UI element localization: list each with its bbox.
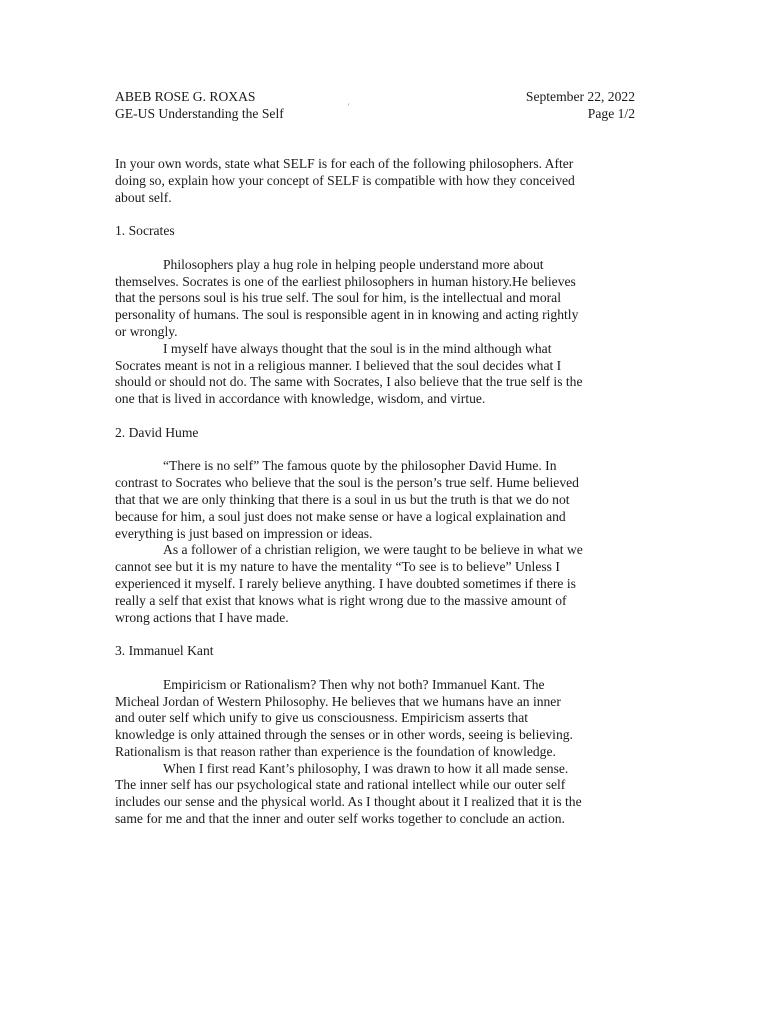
text-line: cannot see but it is my nature to have the mentality “To see is to believe” Unless I [115, 559, 560, 575]
header-row-2 [115, 106, 635, 123]
section-heading-kant: 3. Immanuel Kant [115, 643, 214, 659]
text-line: same for me and that the inner and outer self works together to conclude an action. [115, 811, 565, 827]
section-heading-hume: 2. David Hume [115, 424, 199, 440]
text-line: I myself have always thought that the soul is in the mind although what [163, 340, 552, 356]
author-name: ABEB ROSE G. ROXAS [115, 89, 256, 104]
text-line: really a self that exist that knows what is right wrong due to the massive amount of [115, 592, 567, 608]
header-row-1 [115, 89, 635, 106]
document-header [115, 89, 635, 123]
text-line: should or should not do. The same with Socrates, I also believe that the true self is the [115, 374, 583, 390]
text-line: themselves. Socrates is one of the earliest philosophers in human history.He believes [115, 273, 576, 289]
text-line: Empiricism or Rationalism? Then why not both? Immanuel Kant. The [163, 676, 545, 692]
intro-paragraph [115, 156, 650, 206]
text-line: everything is just based on impression or ideas. [115, 525, 373, 541]
text-line: “There is no self” The famous quote by the philosopher David Hume. In [163, 458, 557, 474]
text-line: personality of humans. The soul is responsible agent in in knowing and acting rightly [115, 307, 579, 323]
text-line: includes our sense and the physical world. As I thought about it I realized that it is the [115, 794, 582, 810]
text-line: because for him, a soul just does not make sense or have a logical explaination and [115, 508, 566, 524]
text-line: In your own words, state what SELF is for each of the following philosophers. After [115, 156, 574, 171]
text-line: Rationalism is that reason rather than experience is the foundation of knowledge. [115, 743, 556, 759]
hume-paragraph-2 [115, 542, 650, 626]
text-line: Socrates meant is not in a religious manner. I believed that the soul decides what I [115, 357, 562, 373]
text-line: about self. [115, 189, 172, 205]
kant-paragraph-2 [115, 761, 650, 828]
text-line: As a follower of a christian religion, we were taught to be believe in what we [163, 542, 583, 558]
text-line: contrast to Socrates who believe that the soul is the person’s true self. Hume believed [115, 475, 579, 491]
text-line: or wrongly. [115, 323, 178, 339]
socrates-paragraph-2 [115, 341, 650, 408]
text-line: The inner self has our psychological state and rational intellect while our outer self [115, 777, 566, 793]
text-line: When I first read Kant’s philosophy, I was drawn to how it all made sense. [163, 760, 569, 776]
document-body [115, 156, 650, 828]
text-line: that the persons soul is his true self. The soul for him, is the intellectual and moral [115, 290, 561, 306]
kant-paragraph-1 [115, 677, 650, 761]
text-line: and outer self which unify to give us consciousness. Empiricism asserts that [115, 710, 529, 726]
course-title: GE-US Understanding the Self [115, 105, 284, 121]
text-line: experienced it myself. I rarely believe anything. I have doubted sometimes if there is [115, 575, 576, 591]
text-line: that that we are only thinking that there is a soul in us but the truth is that we do not [115, 491, 570, 507]
text-line: Philosophers play a hug role in helping people understand more about [163, 256, 544, 272]
socrates-paragraph-1 [115, 257, 650, 341]
section-heading-socrates: 1. Socrates [115, 223, 175, 239]
text-line: knowledge is only attained through the senses or in other words, seeing is believing. [115, 727, 573, 743]
hume-paragraph-1 [115, 458, 650, 542]
text-line: doing so, explain how your concept of SELF is compatible with how they conceived [115, 172, 575, 188]
page-number: Page 1/2 [587, 105, 635, 121]
text-line: wrong actions that I have made. [115, 609, 289, 625]
document-date: September 22, 2022 [525, 89, 635, 104]
stray-mark: ' [348, 102, 350, 111]
text-line: Micheal Jordan of Western Philosophy. He believes that we humans have an inner [115, 693, 561, 709]
text-line: one that is lived in accordance with knowledge, wisdom, and virtue. [115, 391, 486, 407]
